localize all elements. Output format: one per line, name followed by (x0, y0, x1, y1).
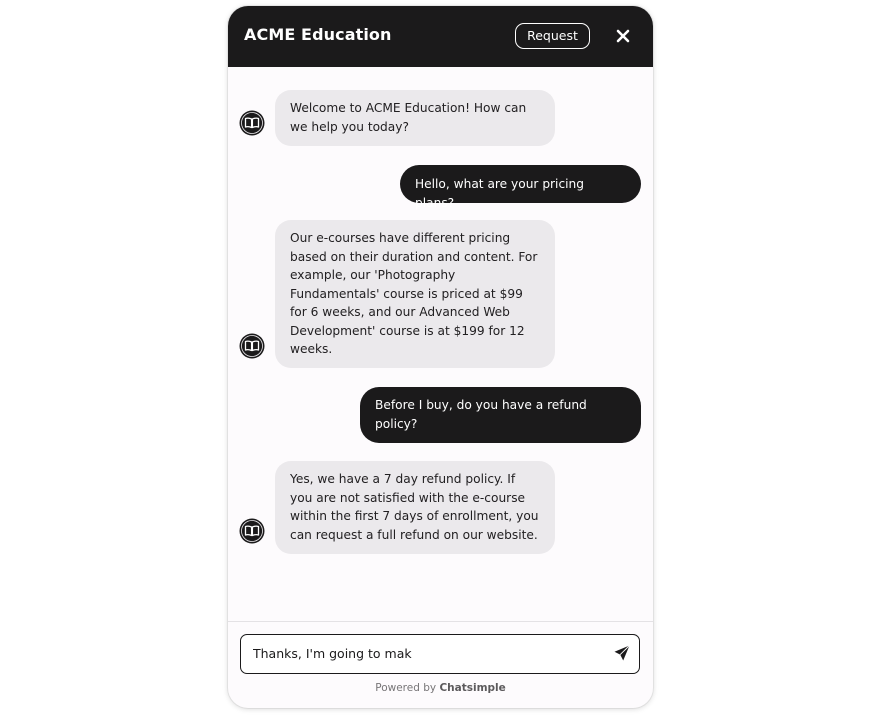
bot-message: Welcome to ACME Education! How can we help you today? (275, 90, 555, 146)
message-list (228, 67, 653, 621)
bot-message: Yes, we have a 7 day refund policy. If you are not satisfied with the e-course within the first 7 days of enrollment, you can request a full refund on our website. (275, 461, 555, 554)
book-icon (239, 518, 265, 544)
powered-by-brand[interactable]: Chatsimple (439, 682, 506, 694)
close-button[interactable] (613, 26, 633, 46)
composer-divider (228, 621, 653, 622)
book-icon (239, 333, 265, 359)
user-message: Hello, what are your pricing plans? (400, 165, 641, 203)
book-icon (239, 110, 265, 136)
send-icon (613, 644, 631, 662)
chat-header (228, 6, 653, 67)
bot-avatar (239, 333, 265, 359)
chat-widget (228, 6, 653, 708)
chat-title: ACME Education (244, 25, 392, 44)
message-input[interactable] (253, 635, 593, 671)
close-icon (613, 26, 633, 46)
request-button[interactable]: Request (515, 23, 590, 49)
powered-by-text: Powered by (375, 682, 440, 694)
powered-by (228, 682, 653, 694)
user-message: Before I buy, do you have a refund policy? (360, 387, 641, 443)
bot-avatar (239, 518, 265, 544)
bot-message: Our e-courses have different pricing based on their duration and content. For example, our 'Photography Fundamentals' course is priced at $99 for 6 weeks, and our Advanced Web Development' course is at $199 for 12 weeks. (275, 220, 555, 368)
send-button[interactable] (613, 644, 631, 662)
bot-avatar (239, 110, 265, 136)
message-composer (240, 634, 640, 674)
